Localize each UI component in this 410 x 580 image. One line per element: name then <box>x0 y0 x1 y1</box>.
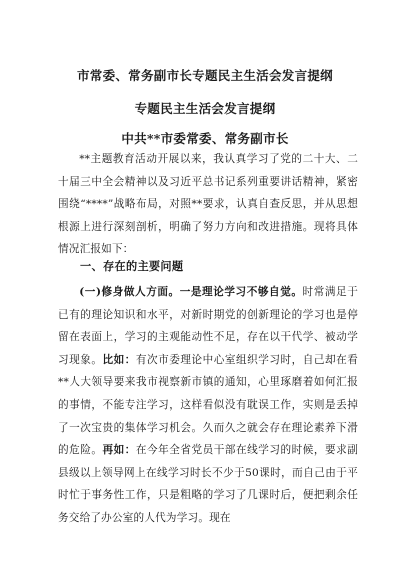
document-main-title: 市常委、常务副市长专题民主生活会发言提纲 <box>76 68 333 83</box>
document-author-line: 中共**市委常委、常务副市长 <box>121 131 289 146</box>
section-heading: 一、存在的主要问题 <box>80 259 184 273</box>
paragraph-text: 时常满足于已有的理论知识和水平，对新时期党的创新理论的学习也是停留在表面上，学习的主观能动性不足，存在以干代学、被动学习现象。 <box>58 286 359 366</box>
example-label: 比如： <box>102 353 136 366</box>
example-label: 再如： <box>102 444 136 457</box>
paragraph-text: 有次市委理论中心室组织学习时，自己却在看**人大领导要来我市视察新市镇的通知，心里琢磨着如何汇报的事情，不能专注学习，这样看似没有耽误工作，实则是丢掉了一次宝贵的集体学习机会。久而久之就会存在理论素养下滑的危险。 <box>58 353 358 457</box>
document-subtitle: 专题民主生活会发言提纲 <box>134 101 276 116</box>
body-paragraph <box>58 281 358 530</box>
point-label: 一是理论学习不够自觉。 <box>179 286 303 298</box>
intro-paragraph: **主题教育活动开展以来，我认真学习了党的二十大、二十届三中全会精神以及习近平总书记系列重要讲话精神，紧密围绕“****”战略布局，对照**要求，认真自查反思，并从思想根源上进行深刻剖析，明确了努力方向和改进措施。现将具体情况汇报如下： <box>58 153 358 256</box>
paragraph-text: 在今年全省党员干部在线学习的时候，要求副县级以上领导网上在线学习时长不少于50课时，而自己由于平时忙于事务性工作，只是粗略的学习了几课时后，便把剩余任务交给了办公室的人代为学习。现在 <box>58 444 358 524</box>
subsection-label: (一)修身做人方面。 <box>79 286 180 298</box>
